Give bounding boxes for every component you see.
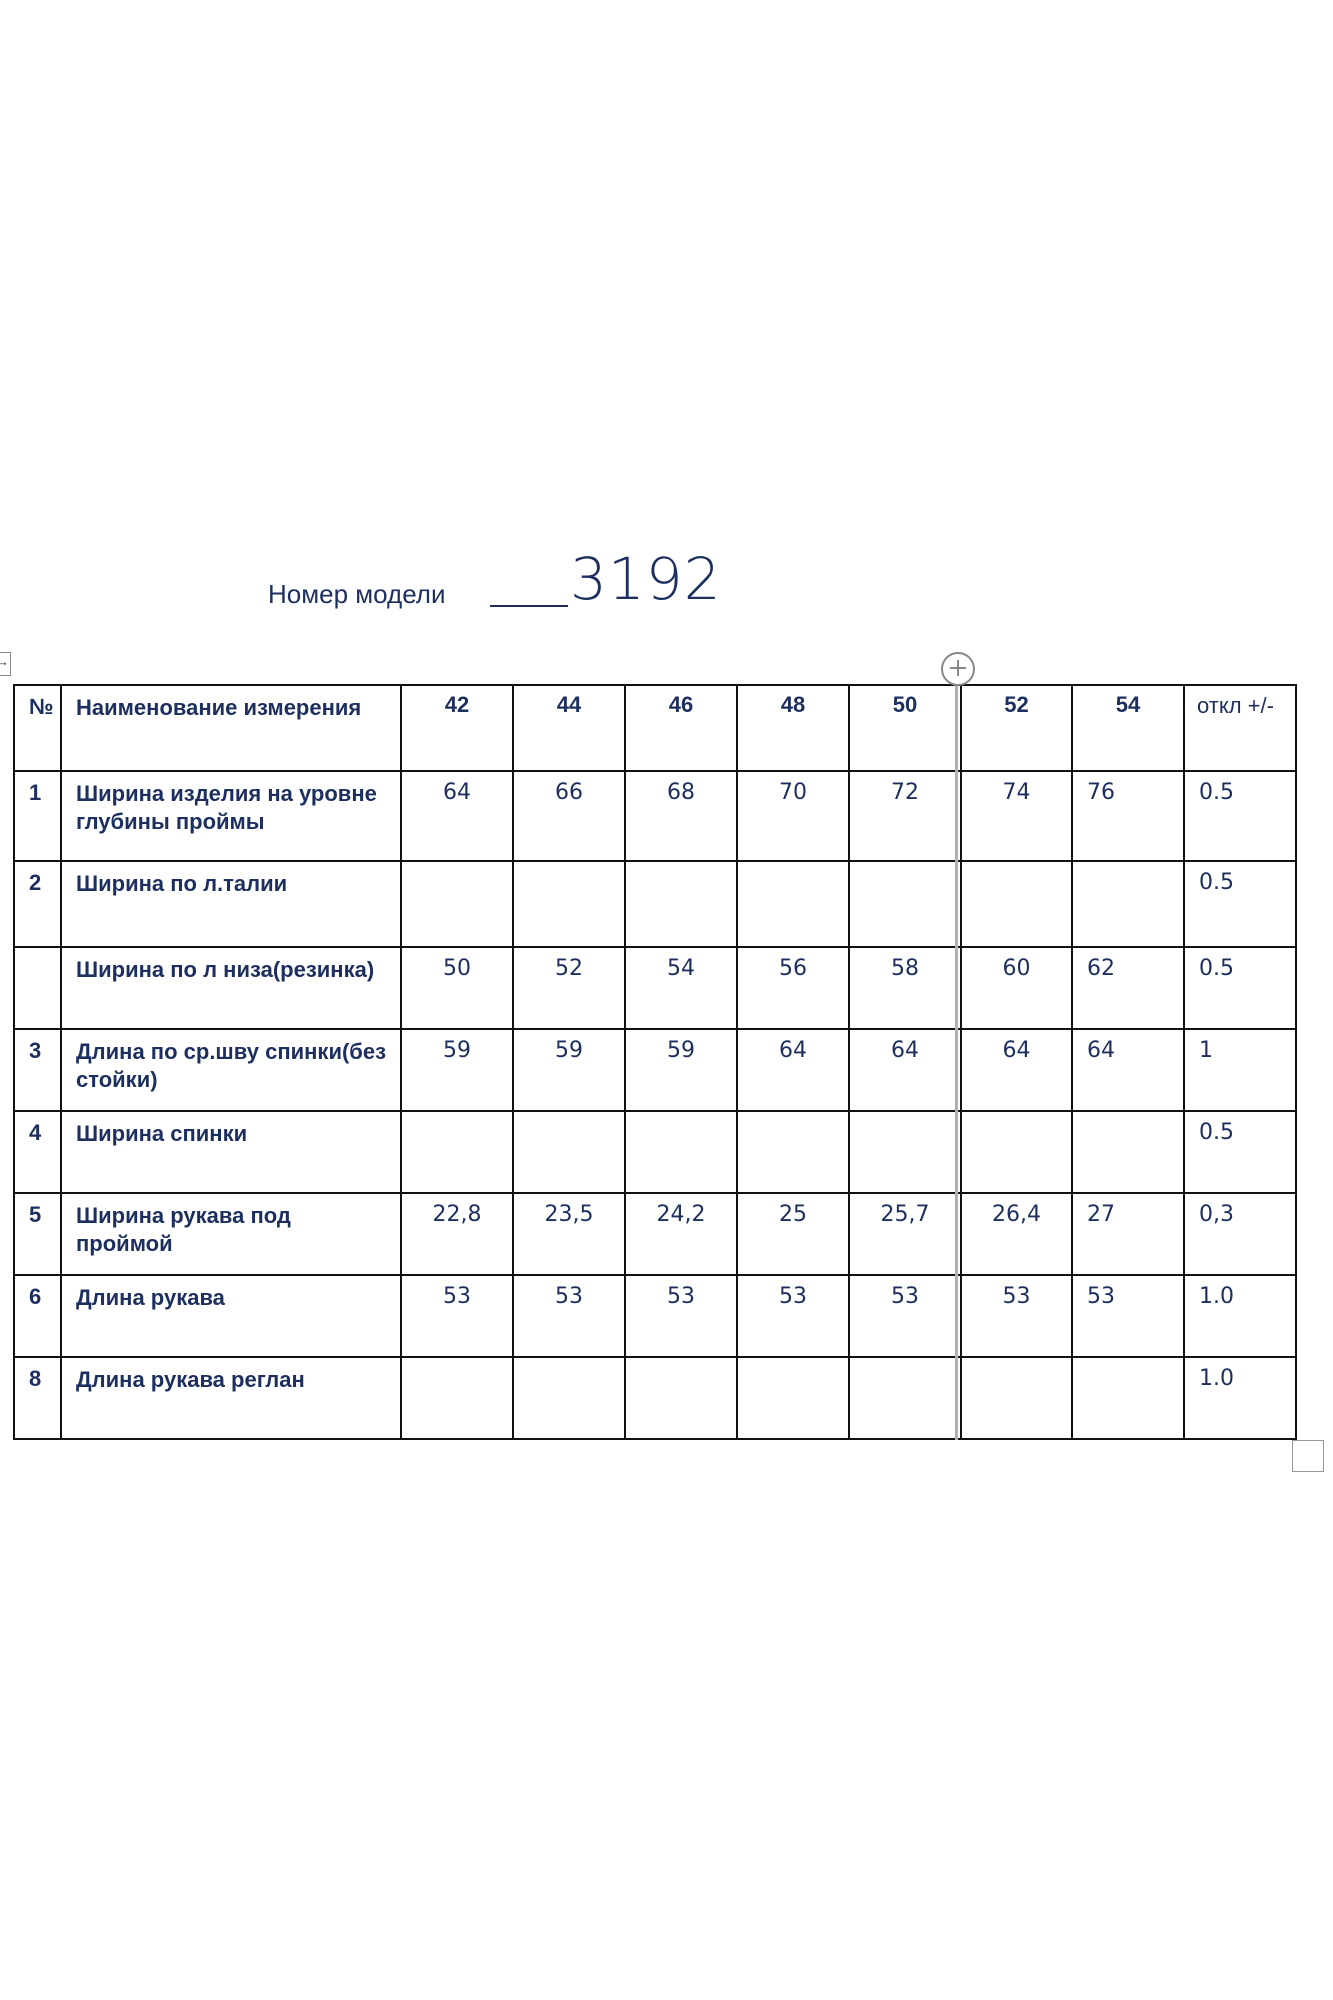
row-size-value-cell[interactable]: 76 (1072, 771, 1184, 861)
table-row (14, 1275, 1296, 1357)
row-number-cell[interactable]: 1 (14, 771, 61, 861)
row-size-value-cell[interactable]: 24,2 (625, 1193, 737, 1275)
row-size-value-cell[interactable]: 64 (401, 771, 513, 861)
row-size-value-cell[interactable] (1072, 1357, 1184, 1439)
row-measurement-name-cell[interactable]: Длина по ср.шву спинки(без стойки) (61, 1029, 401, 1111)
row-size-value-cell[interactable] (625, 861, 737, 947)
row-size-value-cell[interactable]: 52 (513, 947, 625, 1029)
header-size-cell[interactable]: 48 (737, 685, 849, 771)
row-deviation-cell[interactable]: 0.5 (1184, 947, 1296, 1029)
model-number-underline (490, 605, 568, 607)
row-size-value-cell[interactable] (849, 1111, 961, 1193)
header-size-cell[interactable]: 42 (401, 685, 513, 771)
row-size-value-cell[interactable] (737, 1357, 849, 1439)
insert-column-plus-icon[interactable] (941, 652, 975, 686)
row-size-value-cell[interactable]: 23,5 (513, 1193, 625, 1275)
header-number-cell[interactable]: № (14, 685, 61, 771)
row-measurement-name-cell[interactable]: Ширина изделия на уровне глубины проймы (61, 771, 401, 861)
row-deviation-cell[interactable]: 0.5 (1184, 1111, 1296, 1193)
table-move-handle-icon[interactable] (0, 652, 11, 676)
table-row (14, 771, 1296, 861)
table-row (14, 1357, 1296, 1439)
row-number-cell[interactable]: 4 (14, 1111, 61, 1193)
header-size-cell[interactable]: 54 (1072, 685, 1184, 771)
row-size-value-cell[interactable] (513, 1357, 625, 1439)
row-measurement-name-cell[interactable]: Ширина спинки (61, 1111, 401, 1193)
table-resize-handle-icon[interactable] (1292, 1440, 1324, 1472)
row-size-value-cell[interactable]: 25,7 (849, 1193, 961, 1275)
row-size-value-cell[interactable] (401, 861, 513, 947)
row-size-value-cell[interactable]: 53 (849, 1275, 961, 1357)
row-size-value-cell[interactable] (513, 861, 625, 947)
row-size-value-cell[interactable] (737, 1111, 849, 1193)
header-size-cell[interactable]: 44 (513, 685, 625, 771)
row-size-value-cell[interactable]: 53 (737, 1275, 849, 1357)
row-size-value-cell[interactable]: 53 (1072, 1275, 1184, 1357)
header-size-cell[interactable]: 50 (849, 685, 961, 771)
table-row (14, 861, 1296, 947)
row-deviation-cell[interactable]: 0.5 (1184, 771, 1296, 861)
row-size-value-cell[interactable]: 62 (1072, 947, 1184, 1029)
row-size-value-cell[interactable] (961, 1111, 1072, 1193)
table-row (14, 1111, 1296, 1193)
row-measurement-name-cell[interactable]: Ширина рукава под проймой (61, 1193, 401, 1275)
row-size-value-cell[interactable] (961, 1357, 1072, 1439)
row-number-cell[interactable]: 6 (14, 1275, 61, 1357)
row-size-value-cell[interactable] (401, 1357, 513, 1439)
row-size-value-cell[interactable]: 58 (849, 947, 961, 1029)
row-deviation-cell[interactable]: 1.0 (1184, 1275, 1296, 1357)
row-number-cell[interactable] (14, 947, 61, 1029)
row-size-value-cell[interactable]: 53 (961, 1275, 1072, 1357)
row-size-value-cell[interactable]: 26,4 (961, 1193, 1072, 1275)
row-number-cell[interactable]: 8 (14, 1357, 61, 1439)
row-size-value-cell[interactable]: 50 (401, 947, 513, 1029)
row-size-value-cell[interactable]: 25 (737, 1193, 849, 1275)
header-size-cell[interactable]: 46 (625, 685, 737, 771)
row-deviation-cell[interactable]: 1.0 (1184, 1357, 1296, 1439)
column-insert-guide (955, 682, 958, 1440)
header-size-cell[interactable]: 52 (961, 685, 1072, 771)
row-size-value-cell[interactable]: 64 (737, 1029, 849, 1111)
table-header-row (14, 685, 1296, 771)
row-size-value-cell[interactable]: 64 (961, 1029, 1072, 1111)
row-number-cell[interactable]: 5 (14, 1193, 61, 1275)
row-deviation-cell[interactable]: 0,3 (1184, 1193, 1296, 1275)
row-size-value-cell[interactable]: 72 (849, 771, 961, 861)
table-row (14, 1029, 1296, 1111)
row-size-value-cell[interactable]: 56 (737, 947, 849, 1029)
row-size-value-cell[interactable]: 64 (1072, 1029, 1184, 1111)
row-size-value-cell[interactable] (401, 1111, 513, 1193)
row-size-value-cell[interactable]: 70 (737, 771, 849, 861)
size-measurement-table (13, 684, 1297, 1440)
row-number-cell[interactable]: 3 (14, 1029, 61, 1111)
row-size-value-cell[interactable] (625, 1111, 737, 1193)
row-size-value-cell[interactable]: 66 (513, 771, 625, 861)
row-size-value-cell[interactable] (1072, 1111, 1184, 1193)
row-measurement-name-cell[interactable]: Длина рукава (61, 1275, 401, 1357)
row-deviation-cell[interactable]: 1 (1184, 1029, 1296, 1111)
row-size-value-cell[interactable]: 53 (401, 1275, 513, 1357)
row-size-value-cell[interactable]: 54 (625, 947, 737, 1029)
row-size-value-cell[interactable] (737, 861, 849, 947)
row-measurement-name-cell[interactable]: Длина рукава реглан (61, 1357, 401, 1439)
header-name-cell[interactable]: Наименование измерения (61, 685, 401, 771)
row-size-value-cell[interactable]: 22,8 (401, 1193, 513, 1275)
row-size-value-cell[interactable]: 59 (513, 1029, 625, 1111)
row-size-value-cell[interactable] (625, 1357, 737, 1439)
row-size-value-cell[interactable]: 59 (625, 1029, 737, 1111)
row-measurement-name-cell[interactable]: Ширина по л.талии (61, 861, 401, 947)
row-size-value-cell[interactable] (513, 1111, 625, 1193)
row-size-value-cell[interactable]: 60 (961, 947, 1072, 1029)
row-number-cell[interactable]: 2 (14, 861, 61, 947)
table-row (14, 1193, 1296, 1275)
row-deviation-cell[interactable]: 0.5 (1184, 861, 1296, 947)
row-size-value-cell[interactable] (961, 861, 1072, 947)
row-size-value-cell[interactable]: 74 (961, 771, 1072, 861)
row-size-value-cell[interactable] (849, 1357, 961, 1439)
row-size-value-cell[interactable]: 53 (625, 1275, 737, 1357)
row-size-value-cell[interactable]: 59 (401, 1029, 513, 1111)
row-size-value-cell[interactable]: 53 (513, 1275, 625, 1357)
model-number-value[interactable]: 3192 (570, 545, 722, 613)
row-size-value-cell[interactable] (849, 861, 961, 947)
row-size-value-cell[interactable]: 27 (1072, 1193, 1184, 1275)
row-size-value-cell[interactable]: 64 (849, 1029, 961, 1111)
row-size-value-cell[interactable]: 68 (625, 771, 737, 861)
row-size-value-cell[interactable] (1072, 861, 1184, 947)
model-number-label: Номер модели (268, 579, 446, 609)
row-measurement-name-cell[interactable]: Ширина по л низа(резинка) (61, 947, 401, 1029)
header-deviation-cell[interactable]: откл +/- (1184, 685, 1296, 771)
table-row (14, 947, 1296, 1029)
